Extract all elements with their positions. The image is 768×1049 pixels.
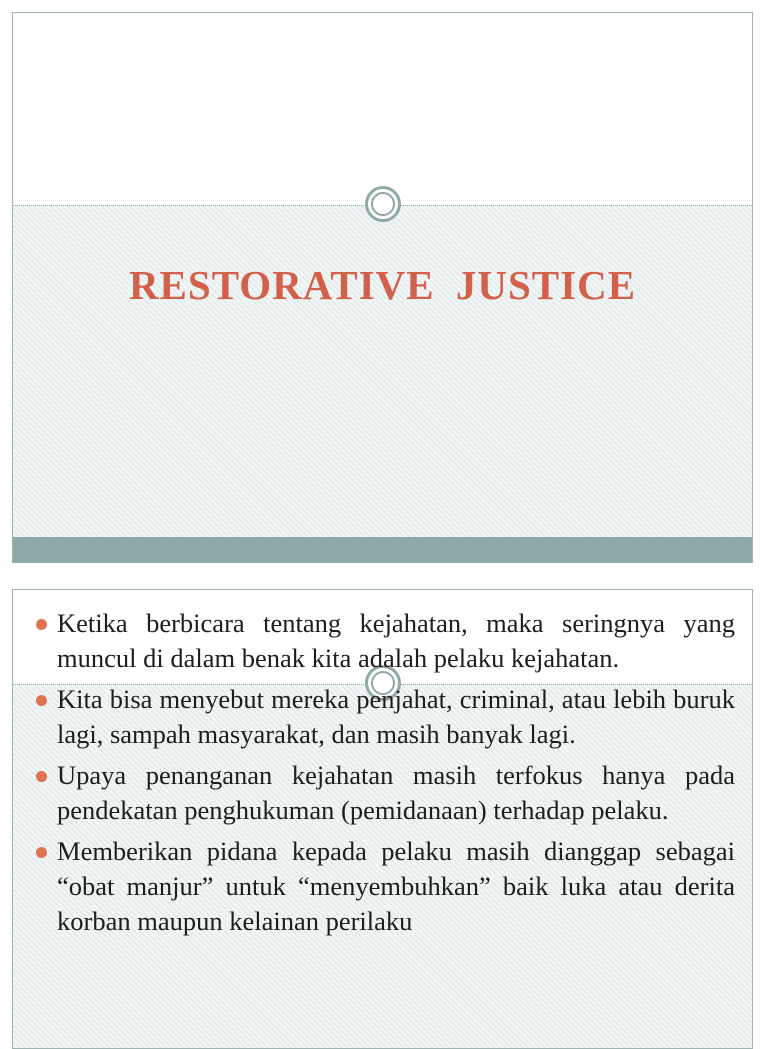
bullet-list [13, 606, 735, 945]
bullet-text: Upaya penanganan kejahatan masih terfokus hanya pada pendekatan penghukuman (pemidanaan) terhadap pelaku. [57, 760, 735, 825]
list-item [13, 834, 735, 939]
bullet-text: Ketika berbicara tentang kejahatan, maka seringnya yang muncul di dalam benak kita adalah pelaku kejahatan. [57, 608, 735, 673]
hatched-background [13, 205, 752, 537]
bullet-dot-icon [36, 847, 47, 858]
title-slide [12, 12, 753, 563]
bullet-dot-icon [36, 771, 47, 782]
content-slide [12, 589, 753, 1049]
circle-ornament-icon [365, 186, 401, 222]
bullet-text: Memberikan pidana kepada pelaku masih dianggap sebagai “obat manjur” untuk “menyembuhkan” baik luka atau derita korban maupun kelainan perilaku [57, 836, 735, 936]
bullet-text: Kita bisa menyebut mereka penjahat, criminal, atau lebih buruk lagi, sampah masyarakat, dan masih banyak lagi. [57, 684, 735, 749]
list-item [13, 682, 735, 752]
bullet-dot-icon [36, 695, 47, 706]
slide-title: RESTORATIVE JUSTICE [128, 262, 637, 308]
footer-band [13, 537, 752, 562]
bullet-dot-icon [36, 619, 47, 630]
list-item [13, 606, 735, 676]
list-item [13, 758, 735, 828]
